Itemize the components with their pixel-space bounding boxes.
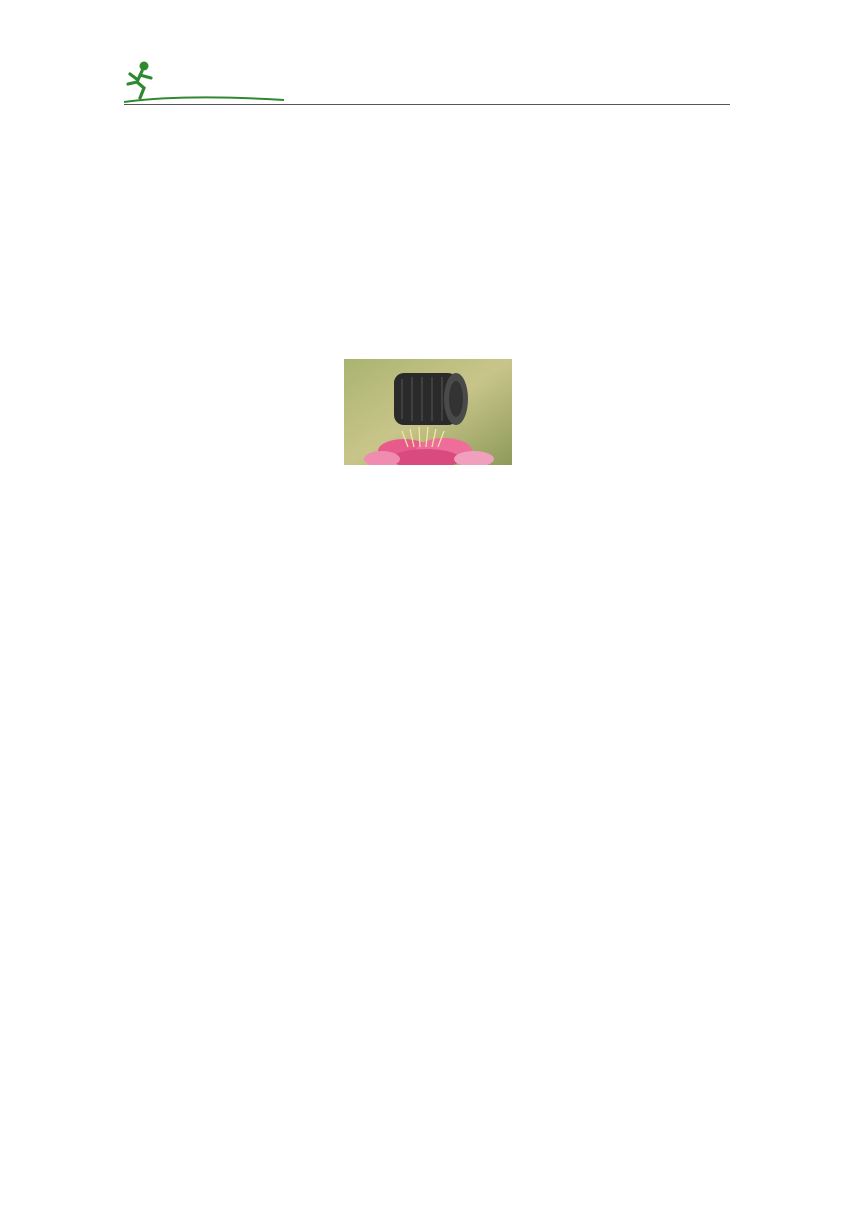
aerogel-photo — [344, 359, 512, 465]
header-divider — [124, 104, 730, 105]
q5-answer-line-1 — [131, 611, 729, 640]
q5-option-c — [131, 553, 729, 582]
q5-stem-line-1 — [131, 264, 729, 293]
q5-option-a — [131, 495, 729, 524]
q5-answer-line-5 — [131, 726, 729, 755]
q5-option-d — [131, 582, 729, 611]
q5-stem-line-3 — [131, 322, 729, 351]
page-header — [124, 58, 730, 106]
q4-option-c — [131, 149, 451, 178]
q4-answer-line-1 — [131, 178, 729, 207]
q5-answer-line-2 — [131, 640, 729, 669]
aerogel-figure — [131, 351, 729, 495]
logo-icon — [124, 58, 294, 104]
q4-option-a — [131, 120, 451, 149]
q5-answer-line-4 — [131, 697, 729, 726]
q4-answer-choice — [131, 236, 729, 265]
q5-option-b — [131, 524, 729, 553]
q4-options-row-2 — [131, 149, 729, 178]
q5-answer-line-3 — [131, 668, 729, 697]
q5-stem-line-2 — [131, 293, 729, 322]
document-body — [131, 120, 729, 755]
q4-options-row-1 — [131, 120, 729, 149]
q4-answer-line-2 — [131, 207, 729, 236]
